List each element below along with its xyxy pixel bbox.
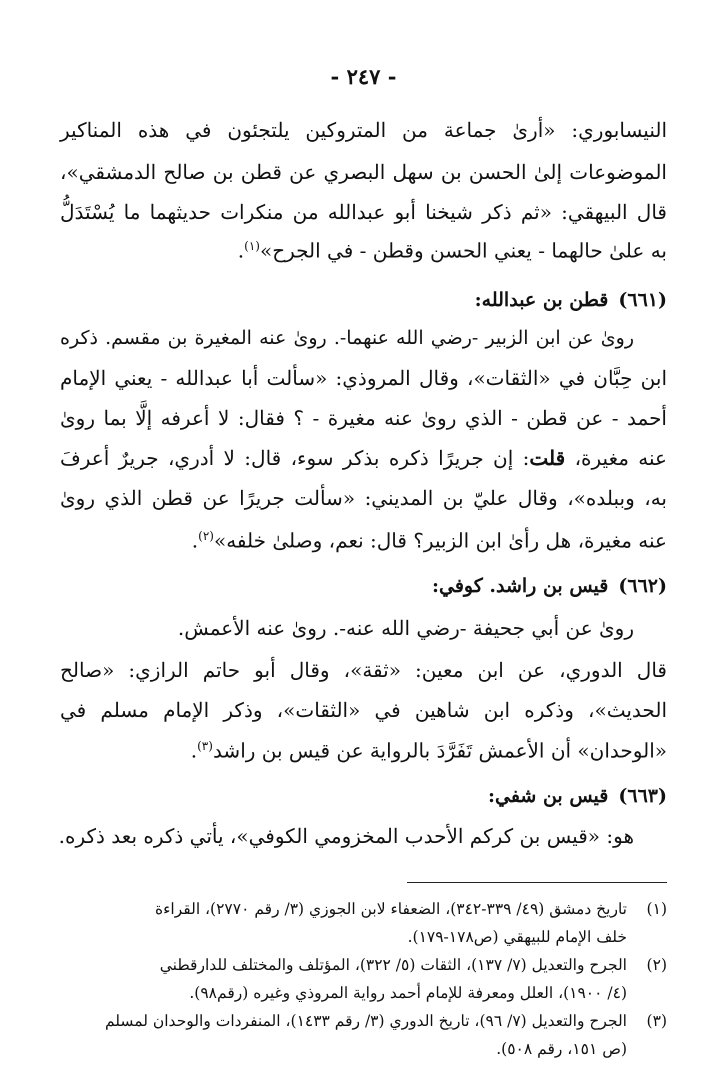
body-line <box>60 732 667 765</box>
body-text: عنه مغيرة، هل رأىٰ ابن الزبير؟ قال: نعم، وصلىٰ خلفه» <box>213 528 667 553</box>
body-line: ابن حِبَّان في «الثقات»، وقال المروذي: «سألت أبا عبدالله - يعني الإمام <box>60 366 667 390</box>
entry-number: (٦٦٢) <box>618 575 667 597</box>
entry-name: قيس بن راشد. كوفي: <box>431 575 609 597</box>
entry-heading-663 <box>60 782 667 810</box>
footnote-number: (٣) <box>646 1012 667 1030</box>
body-text: : إن جريرًا ذكره بذكر سوء، قال: لا أدري، جريرٌ أعرفَ <box>60 446 530 470</box>
body-line: به، وببلده»، وقال عليّ بن المديني: «سألت جريرًا عن قطن الذي روىٰ <box>60 486 667 510</box>
body-text-bold: قلت <box>529 446 566 470</box>
body-text: . <box>190 738 198 763</box>
body-line: أحمد - عن قطن - الذي روىٰ عنه مغيرة - ؟ فقال: لا أعرفه إلَّا بما روىٰ <box>60 406 667 430</box>
footnote-text: الجرح والتعديل (٧/ ١٣٧)، الثقات (٥/ ٣٢٢)، المؤتلف والمختلف للدارقطني <box>159 956 627 974</box>
footnote-ref: (٢) <box>198 529 214 543</box>
footnote-ref: (٣) <box>197 739 213 753</box>
entry-number: (٦٦١) <box>618 289 667 311</box>
body-text: «الوحدان» أن الأعمش تَفَرَّدَ بالرواية عن قيس بن راشد <box>212 738 667 763</box>
page-number: - ٢٤٧ - <box>330 64 397 89</box>
footnote-text: (٤/ ١٩٠٠)، العلل ومعرفة للإمام أحمد رواية المروذي وغيره (رقم٩٨). <box>189 984 627 1002</box>
body-line: قال الدوري، عن ابن معين: «ثقة»، وقال أبو حاتم الرازي: «صالح <box>60 658 667 682</box>
body-line <box>60 232 667 265</box>
footnote-text: خلف الإمام للبيهقي (ص١٧٨-١٧٩). <box>407 928 627 946</box>
body-line <box>60 444 667 472</box>
body-line: روىٰ عن أبي جحيفة -رضي الله عنه-. روىٰ عنه الأعمش. <box>177 616 634 640</box>
body-text: . <box>237 238 245 263</box>
body-text: به علىٰ حالهما - يعني الحسن وقطن - في الجرح» <box>259 238 667 263</box>
body-text: عنه مغيرة، <box>565 446 667 470</box>
body-line: النيسابوري: «أرىٰ جماعة من المتروكين يلتجئون في هذه المناكير <box>60 118 667 142</box>
body-line: قال البيهقي: «ثم ذكر شيخنا أبو عبدالله من منكرات حديثهما ما يُسْتَدَلُّ <box>60 200 667 224</box>
footnote-number: (٢) <box>646 956 667 974</box>
footnote-text: (ص ١٥١، رقم ٥٠٨). <box>496 1040 627 1058</box>
footnote-text: تاريخ دمشق (٤٩/ ٣٣٩-٣٤٢)، الضعفاء لابن الجوزي (٣/ رقم ٢٧٧٠)، القراءة <box>154 900 627 918</box>
body-line: روىٰ عن ابن الزبير -رضي الله عنهما-. روىٰ عنه المغيرة بن مقسم. ذكره <box>60 327 634 349</box>
entry-name: قيس بن شفي: <box>487 785 609 807</box>
entry-heading-662 <box>60 572 667 600</box>
body-text: . <box>191 528 199 553</box>
footnote-ref: (١) <box>244 239 260 253</box>
footnote-text: الجرح والتعديل (٧/ ٩٦)، تاريخ الدوري (٣/ رقم ١٤٣٣)، المنفردات والوحدان لمسلم <box>104 1012 627 1030</box>
body-line: الموضوعات إلىٰ الحسن بن سهل البصري عن قطن بن صالح الدمشقي»، <box>60 160 667 184</box>
body-line: الحديث»، وذكره ابن شاهين في «الثقات»، وذكر الإمام مسلم في <box>60 698 667 722</box>
body-line: هو: «قيس بن كركم الأحدب المخزومي الكوفي»، يأتي ذكره بعد ذكره. <box>58 824 634 848</box>
body-line <box>60 522 667 555</box>
entry-heading-661 <box>60 286 667 314</box>
entry-number: (٦٦٣) <box>618 785 667 807</box>
footnote-divider <box>407 882 667 883</box>
footnote-number: (١) <box>646 900 667 918</box>
entry-name: قطن بن عبدالله: <box>474 289 609 311</box>
